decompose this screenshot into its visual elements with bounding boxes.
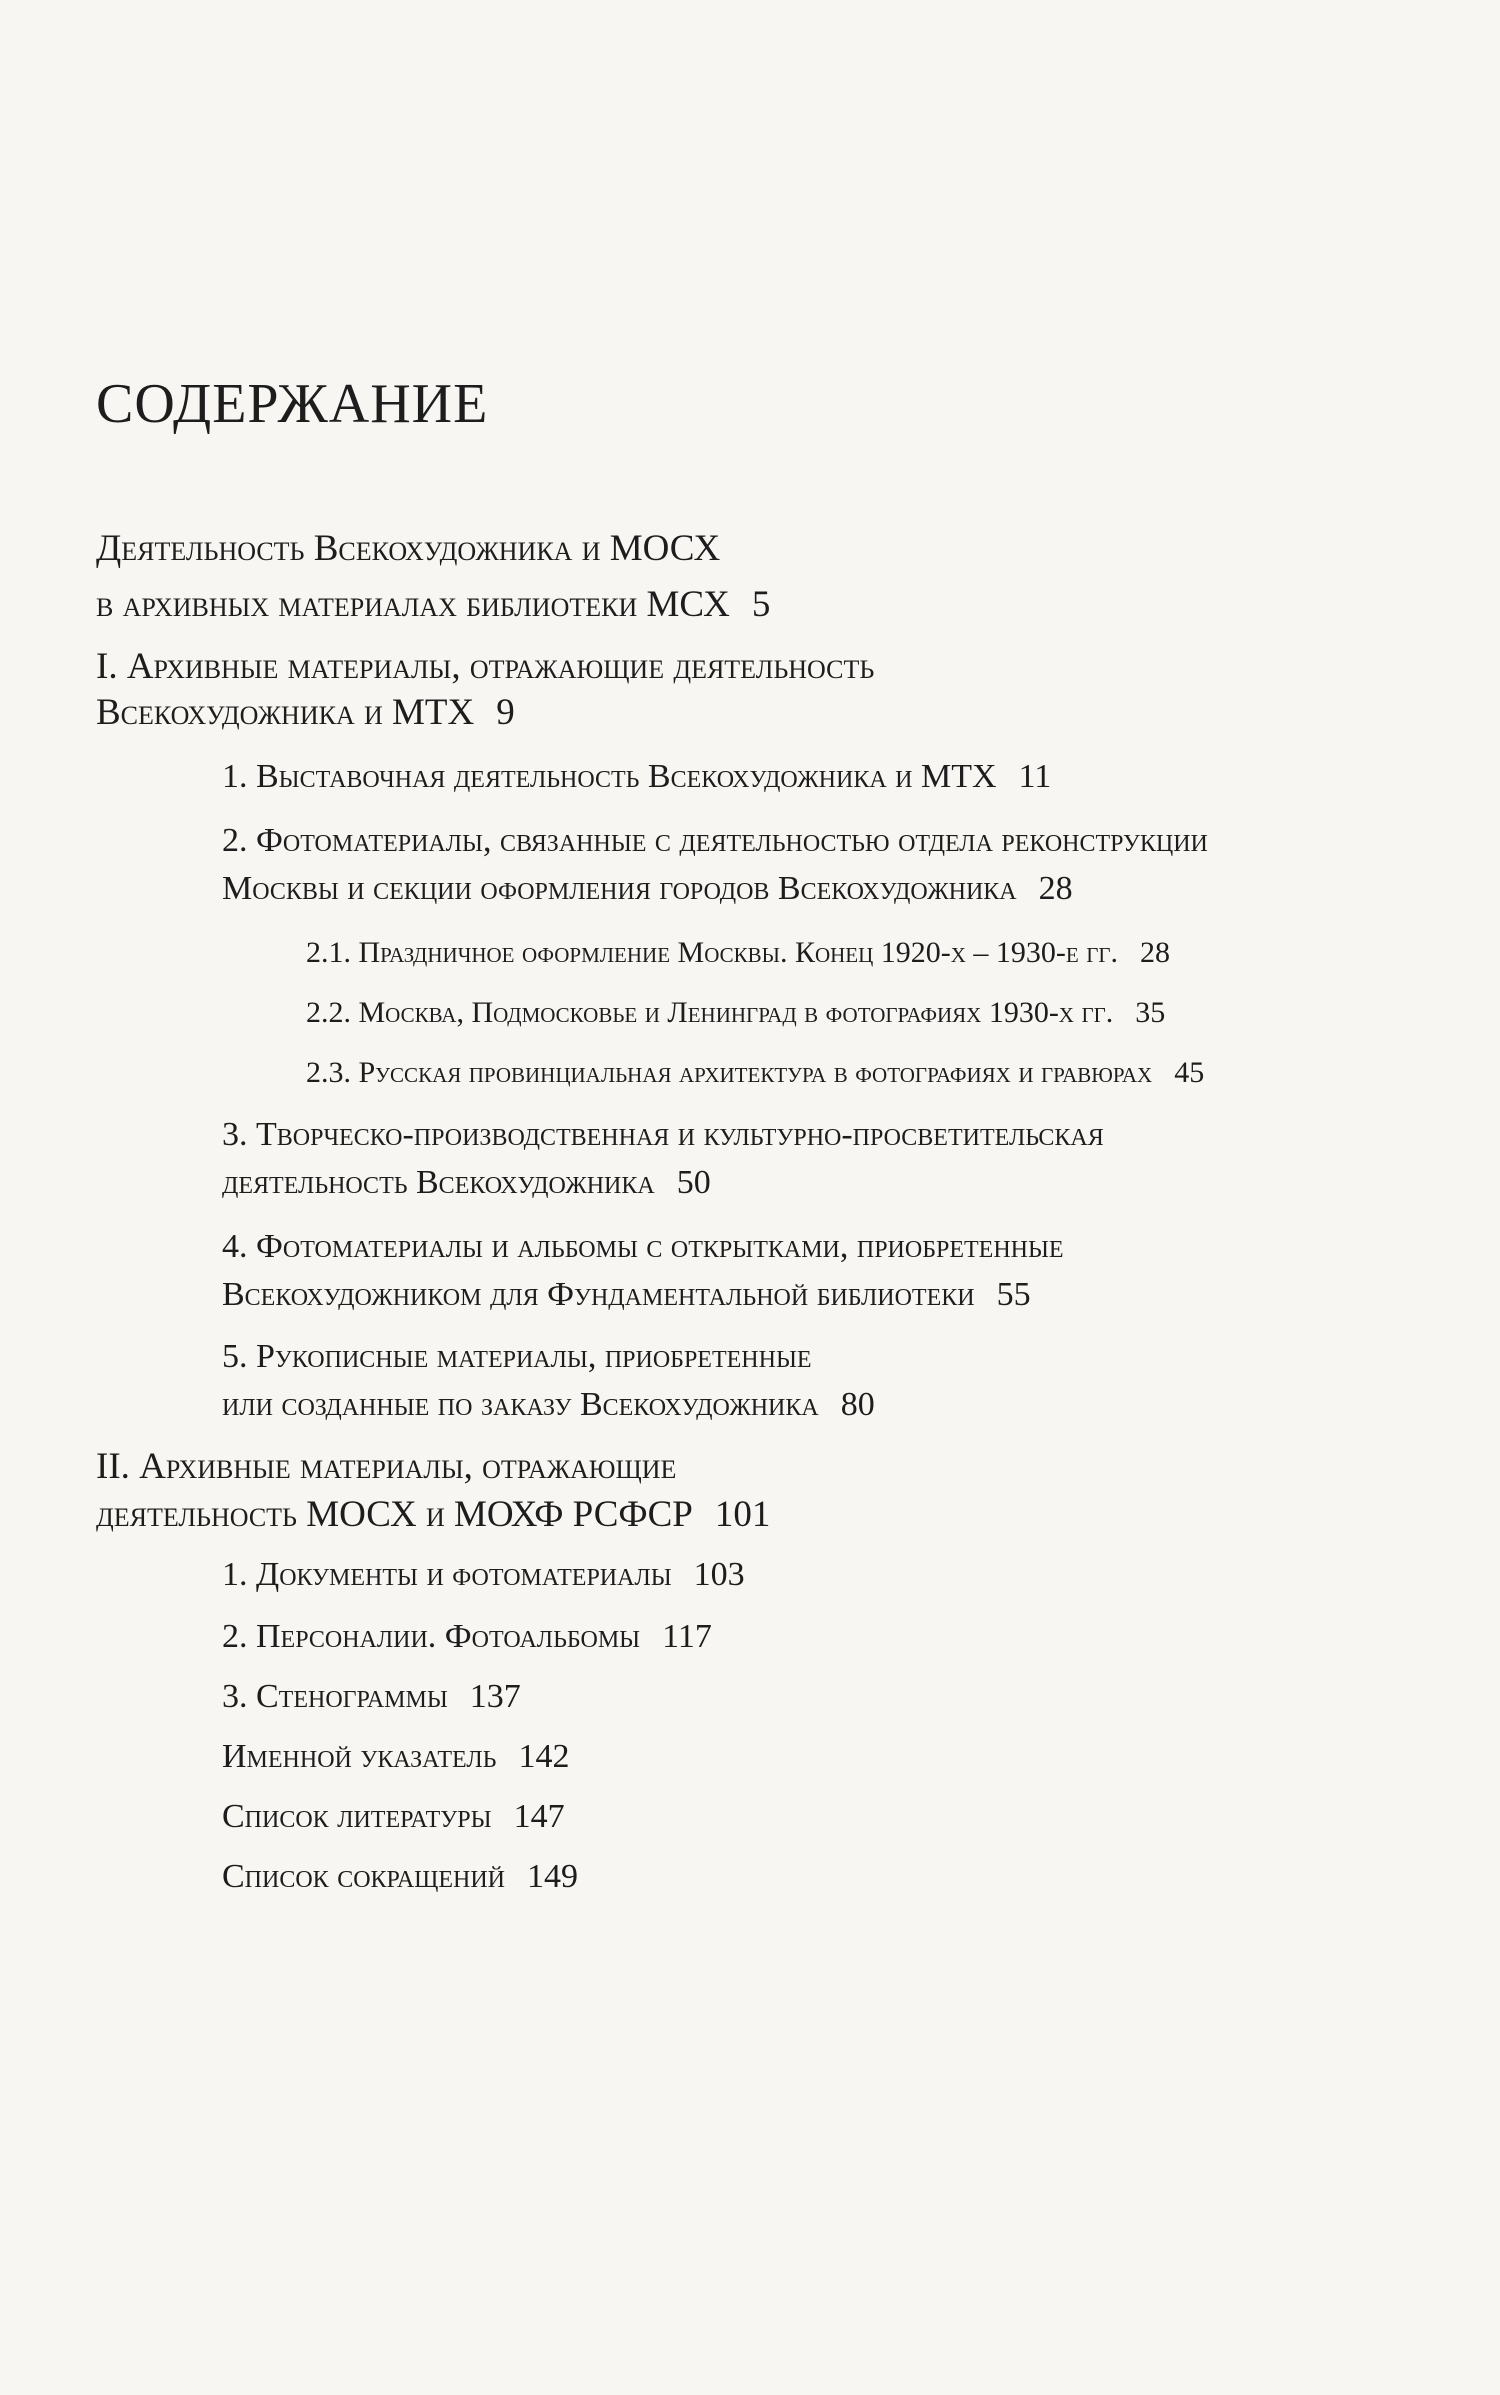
toc-entry-text: 2. Персоналии. Фотоальбомы	[222, 1618, 641, 1655]
toc-page-number: 101	[714, 1494, 771, 1535]
toc-entry-line	[222, 1558, 745, 1592]
toc-entry-text: 1. Документы и фотоматериалы	[222, 1556, 672, 1593]
toc-entry-text: 5. Рукописные материалы, приобретенные	[222, 1338, 812, 1375]
toc-entry-line	[222, 1166, 711, 1200]
toc-entry-line	[222, 824, 1208, 858]
toc-page-number: 9	[496, 692, 515, 733]
toc-entry-text: или созданные по заказу Всекохудожника	[222, 1386, 819, 1423]
toc-entry-text: в архивных материалах библиотеки МСХ	[96, 584, 730, 625]
toc-page-number: 45	[1174, 1056, 1205, 1089]
toc-page-number: 28	[1038, 870, 1073, 907]
toc-page-number: 149	[527, 1858, 579, 1895]
toc-entry-line	[96, 530, 720, 567]
toc-entry-line	[222, 1860, 578, 1894]
toc-entry-line	[222, 1388, 875, 1422]
toc-page-number: 80	[840, 1386, 875, 1423]
toc-entry-line	[96, 1448, 676, 1485]
toc-entry-text: Всекохудожником для Фундаментальной библиотеки	[222, 1276, 975, 1313]
toc-entry-text: Именной указатель	[222, 1738, 497, 1775]
toc-entry-line	[306, 1058, 1204, 1088]
toc-entry-line	[222, 1230, 1064, 1264]
toc-entry-text: Список сокращений	[222, 1858, 506, 1895]
toc-entry-text: 2.1. Праздничное оформление Москвы. Конец 1920-х – 1930-е гг.	[306, 936, 1119, 969]
toc-entry-line	[96, 694, 515, 731]
toc-page-number: 50	[676, 1164, 711, 1201]
toc-page-number: 103	[693, 1556, 745, 1593]
toc-page-number: 35	[1135, 996, 1166, 1029]
toc-page-number: 147	[513, 1798, 565, 1835]
toc-entry-text: 3. Стенограммы	[222, 1678, 448, 1715]
toc-entry-line	[222, 872, 1073, 906]
toc-entry-text: 1. Выставочная деятельность Всекохудожника и МТХ	[222, 758, 997, 795]
toc-entry-text: Деятельность Всекохудожника и МОСХ	[96, 528, 721, 569]
toc-entry-line	[222, 1680, 521, 1714]
toc-entry-text: деятельность Всекохудожника	[222, 1164, 655, 1201]
toc-entry-line	[222, 1278, 1031, 1312]
toc-entry-line	[222, 1118, 1104, 1152]
toc-entry-line	[306, 938, 1170, 968]
toc-page-number: 137	[469, 1678, 521, 1715]
toc-entry-text: Всекохудожника и МТХ	[96, 692, 475, 733]
toc-entry-text: 3. Творческо-производственная и культурно-просветительская	[222, 1116, 1104, 1153]
toc-page-number: 5	[751, 584, 771, 625]
toc-entry-line	[222, 1800, 565, 1834]
toc-page-number: 117	[662, 1618, 712, 1655]
toc-entry-text: I. Архивные материалы, отражающие деятельность	[96, 646, 875, 687]
toc-entry-text: 2. Фотоматериалы, связанные с деятельностью отдела реконструкции	[222, 822, 1208, 859]
toc-entry-line	[96, 1496, 770, 1533]
toc-entry-text: 2.3. Русская провинциальная архитектура в фотографиях и гравюрах	[306, 1056, 1153, 1089]
toc-entry-text: 4. Фотоматериалы и альбомы с открытками, приобретенные	[222, 1228, 1064, 1265]
toc-entry-line	[306, 998, 1165, 1028]
toc-entry-line	[222, 760, 1051, 794]
toc-page-number: 11	[1018, 758, 1052, 795]
toc-entry-text: Москвы и секции оформления городов Всекохудожника	[222, 870, 1017, 907]
page-title: СОДЕРЖАНИЕ	[96, 373, 489, 435]
toc-entry-text: 2.2. Москва, Подмосковье и Ленинград в фотографиях 1930-х гг.	[306, 996, 1114, 1029]
toc-entry-text: Список литературы	[222, 1798, 492, 1835]
toc-entry-line	[96, 648, 874, 685]
toc-entry-text: II. Архивные материалы, отражающие	[96, 1446, 677, 1487]
toc-page-number: 55	[996, 1276, 1031, 1313]
toc-entry-line	[222, 1620, 712, 1654]
toc-entry-text: деятельность МОСХ и МОХФ РСФСР	[96, 1494, 693, 1535]
toc-entry-line	[222, 1740, 569, 1774]
toc-entry-line	[96, 586, 770, 623]
toc-page-number: 28	[1140, 936, 1171, 969]
toc-page-number: 142	[518, 1738, 570, 1775]
toc-entry-line	[222, 1340, 812, 1374]
